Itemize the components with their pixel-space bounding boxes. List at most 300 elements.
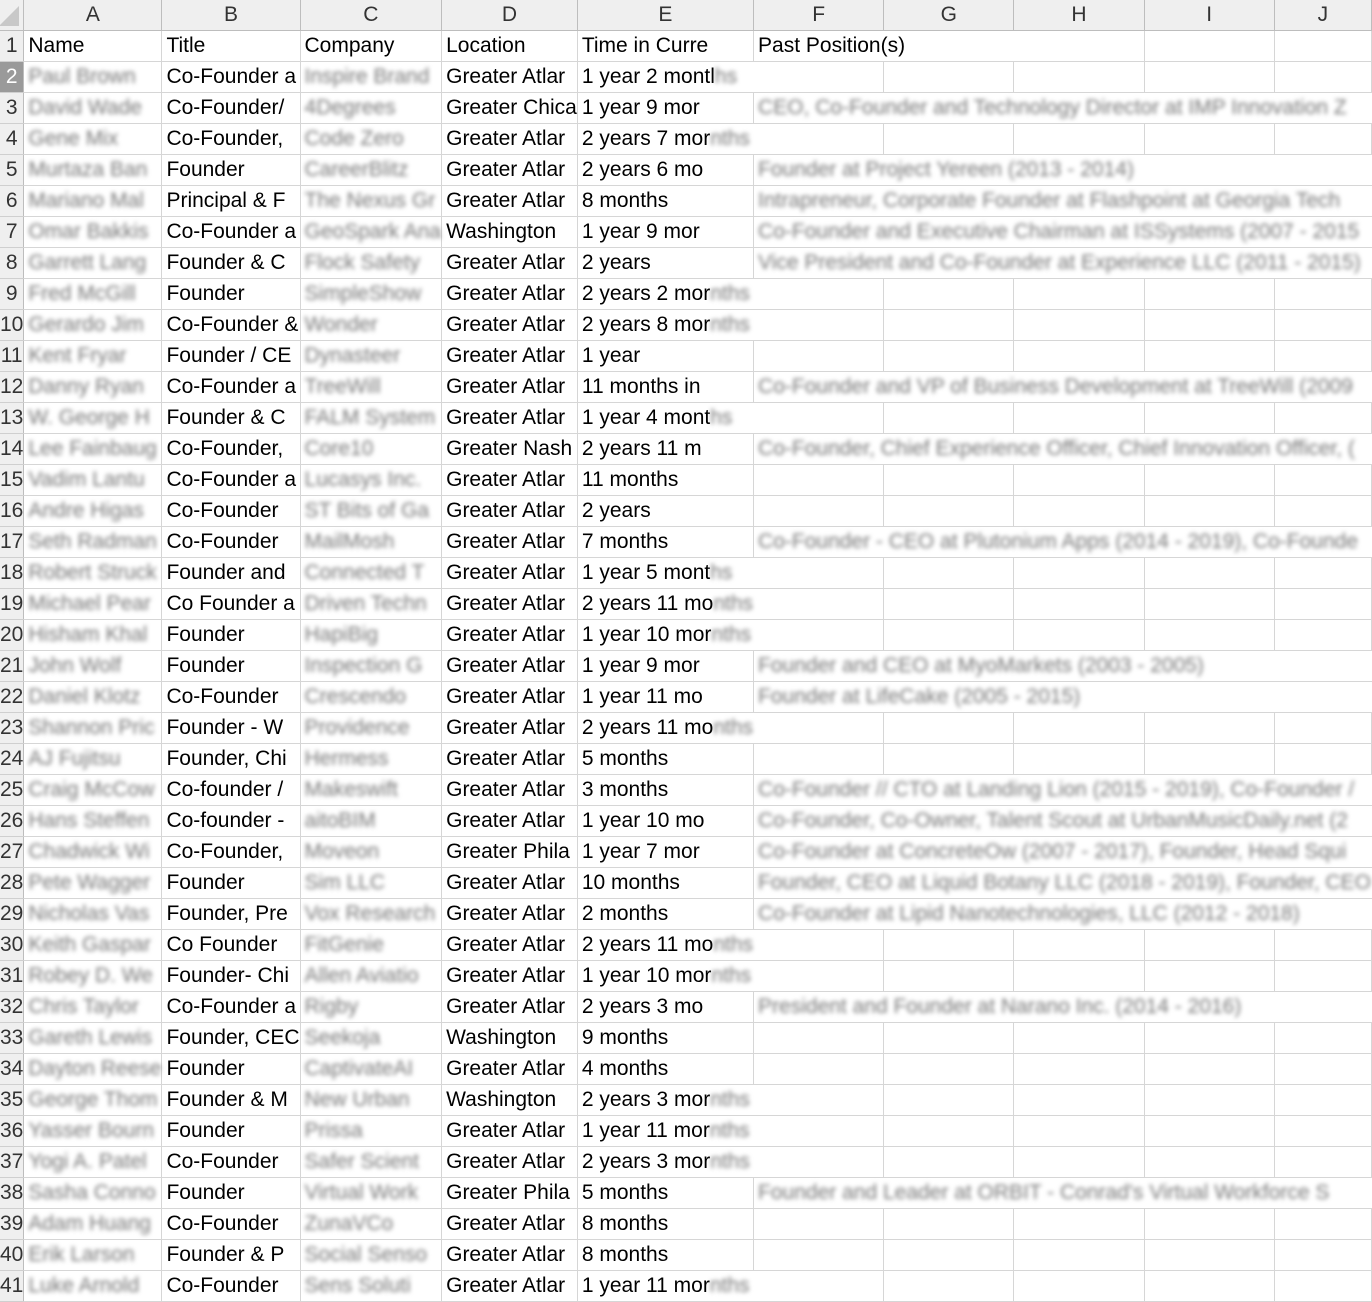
column-header-j[interactable]: J	[1274, 0, 1371, 30]
cell-time[interactable]	[577, 650, 753, 681]
cell-time[interactable]	[577, 216, 753, 247]
cell-company[interactable]	[300, 588, 442, 619]
cell-company[interactable]	[300, 805, 442, 836]
cell-empty[interactable]	[754, 309, 884, 340]
cell-past-positions[interactable]	[754, 774, 1372, 805]
cell-empty[interactable]	[1144, 960, 1274, 991]
cell-past-positions[interactable]	[754, 1177, 1372, 1208]
cell-location[interactable]: Greater Phila	[442, 836, 578, 867]
row-header[interactable]: 14	[0, 433, 24, 464]
cell-empty[interactable]	[754, 123, 884, 154]
row-header[interactable]: 7	[0, 216, 24, 247]
cell-company[interactable]	[300, 464, 442, 495]
cell-empty[interactable]	[1274, 588, 1371, 619]
row-header[interactable]: 20	[0, 619, 24, 650]
cell-empty[interactable]	[754, 1084, 884, 1115]
cell-name[interactable]	[24, 1270, 162, 1301]
row-header[interactable]: 19	[0, 588, 24, 619]
cell-time[interactable]	[577, 1208, 753, 1239]
cell-empty[interactable]	[1014, 1022, 1144, 1053]
cell-empty[interactable]	[754, 588, 884, 619]
cell-company[interactable]	[300, 495, 442, 526]
cell-past-positions[interactable]	[754, 836, 1372, 867]
cell-empty[interactable]	[1014, 123, 1144, 154]
cell-empty[interactable]	[1274, 495, 1371, 526]
cell-name[interactable]	[24, 1239, 162, 1270]
cell-past-header[interactable]: Past Position(s)	[754, 30, 1014, 61]
cell-title[interactable]: Founder & M	[162, 1084, 300, 1115]
cell-name[interactable]	[24, 278, 162, 309]
cell-past-positions[interactable]	[754, 991, 1372, 1022]
cell-time[interactable]	[577, 867, 753, 898]
cell-company[interactable]	[300, 433, 442, 464]
cell-empty[interactable]	[754, 557, 884, 588]
row-header[interactable]: 11	[0, 340, 24, 371]
cell-time[interactable]	[577, 557, 753, 588]
cell-time[interactable]	[577, 681, 753, 712]
cell-time[interactable]	[577, 371, 753, 402]
cell-time[interactable]	[577, 805, 753, 836]
cell-empty[interactable]	[884, 557, 1014, 588]
cell-name[interactable]	[24, 743, 162, 774]
cell-company[interactable]	[300, 1146, 442, 1177]
cell-name[interactable]	[24, 960, 162, 991]
cell-location[interactable]: Greater Atlar	[442, 588, 578, 619]
column-header-f[interactable]: F	[754, 0, 884, 30]
cell-empty[interactable]	[1014, 929, 1144, 960]
cell-empty[interactable]	[884, 712, 1014, 743]
cell-empty[interactable]	[884, 402, 1014, 433]
cell-name[interactable]	[24, 154, 162, 185]
cell-empty[interactable]	[754, 929, 884, 960]
cell-location[interactable]: Greater Atlar	[442, 1115, 578, 1146]
cell-company[interactable]	[300, 371, 442, 402]
cell-title[interactable]: Co-Founder	[162, 1146, 300, 1177]
cell-past-positions[interactable]	[754, 371, 1372, 402]
cell-time[interactable]	[577, 1270, 753, 1301]
cell-name[interactable]	[24, 681, 162, 712]
cell-title[interactable]: Co-founder -	[162, 805, 300, 836]
cell-location[interactable]: Greater Atlar	[442, 1239, 578, 1270]
cell-time[interactable]	[577, 712, 753, 743]
cell-empty[interactable]	[1144, 619, 1274, 650]
cell-time[interactable]	[577, 340, 753, 371]
cell-empty[interactable]	[1144, 123, 1274, 154]
cell-past-positions[interactable]	[754, 216, 1372, 247]
row-header[interactable]: 37	[0, 1146, 24, 1177]
cell-title[interactable]: Founder and	[162, 557, 300, 588]
cell-empty[interactable]	[1014, 619, 1144, 650]
cell-name[interactable]	[24, 495, 162, 526]
row-header[interactable]: 33	[0, 1022, 24, 1053]
cell-title[interactable]: Co-founder /	[162, 774, 300, 805]
row-header[interactable]: 26	[0, 805, 24, 836]
cell-company[interactable]	[300, 278, 442, 309]
cell-time[interactable]	[577, 1084, 753, 1115]
row-header[interactable]: 30	[0, 929, 24, 960]
cell-company[interactable]	[300, 154, 442, 185]
cell-company-header[interactable]: Company	[300, 30, 442, 61]
row-header[interactable]: 31	[0, 960, 24, 991]
cell-empty[interactable]	[1014, 743, 1144, 774]
cell-empty[interactable]	[1144, 712, 1274, 743]
cell-location[interactable]: Greater Atlar	[442, 495, 578, 526]
cell-name[interactable]	[24, 1146, 162, 1177]
cell-empty[interactable]	[1014, 1270, 1144, 1301]
cell-location[interactable]: Greater Atlar	[442, 278, 578, 309]
row-header[interactable]: 39	[0, 1208, 24, 1239]
cell-empty[interactable]	[754, 712, 884, 743]
row-header[interactable]: 28	[0, 867, 24, 898]
cell-title[interactable]: Co-Founder,	[162, 836, 300, 867]
cell-past-positions[interactable]	[754, 867, 1372, 898]
cell-time[interactable]	[577, 402, 753, 433]
cell-past-positions[interactable]	[754, 526, 1372, 557]
cell-title[interactable]: Founder	[162, 154, 300, 185]
cell-location[interactable]: Greater Atlar	[442, 557, 578, 588]
cell-company[interactable]	[300, 309, 442, 340]
cell-empty[interactable]	[1144, 557, 1274, 588]
row-header[interactable]: 25	[0, 774, 24, 805]
cell-empty[interactable]	[1274, 340, 1371, 371]
row-header[interactable]: 12	[0, 371, 24, 402]
cell-empty[interactable]	[1274, 929, 1371, 960]
cell-time[interactable]	[577, 92, 753, 123]
cell-location[interactable]: Greater Chica	[442, 92, 578, 123]
cell-empty[interactable]	[1144, 1115, 1274, 1146]
select-all-corner[interactable]	[0, 0, 24, 30]
cell-name[interactable]	[24, 402, 162, 433]
cell-location[interactable]: Greater Atlar	[442, 712, 578, 743]
cell-company[interactable]	[300, 247, 442, 278]
row-header[interactable]: 10	[0, 309, 24, 340]
cell-company[interactable]	[300, 929, 442, 960]
cell-empty[interactable]	[1144, 61, 1274, 92]
cell-location-header[interactable]: Location	[442, 30, 578, 61]
cell-name[interactable]	[24, 991, 162, 1022]
cell-empty[interactable]	[884, 340, 1014, 371]
cell-empty[interactable]	[754, 1022, 884, 1053]
cell-time[interactable]	[577, 1146, 753, 1177]
cell-name[interactable]	[24, 1208, 162, 1239]
row-header[interactable]: 23	[0, 712, 24, 743]
cell-empty[interactable]	[754, 1146, 884, 1177]
cell-location[interactable]: Greater Atlar	[442, 619, 578, 650]
cell-empty[interactable]	[1144, 1146, 1274, 1177]
cell-time[interactable]	[577, 154, 753, 185]
cell-location[interactable]: Washington	[442, 1084, 578, 1115]
cell-title[interactable]: Co-Founder a	[162, 61, 300, 92]
cell-location[interactable]: Greater Atlar	[442, 1146, 578, 1177]
cell-empty[interactable]	[754, 960, 884, 991]
cell-title[interactable]: Co Founder a	[162, 588, 300, 619]
cell-empty[interactable]	[1274, 619, 1371, 650]
cell-empty[interactable]	[754, 402, 884, 433]
cell-empty[interactable]	[1274, 1270, 1371, 1301]
cell-title[interactable]: Founder	[162, 867, 300, 898]
row-header[interactable]: 27	[0, 836, 24, 867]
row-header[interactable]: 2	[0, 61, 24, 92]
row-header[interactable]: 13	[0, 402, 24, 433]
cell-empty[interactable]	[1144, 1239, 1274, 1270]
cell-location[interactable]: Greater Atlar	[442, 1270, 578, 1301]
cell-name[interactable]	[24, 433, 162, 464]
cell-name[interactable]	[24, 185, 162, 216]
cell-empty[interactable]	[1014, 588, 1144, 619]
cell-time[interactable]	[577, 1022, 753, 1053]
cell-name[interactable]	[24, 1053, 162, 1084]
cell-empty[interactable]	[884, 1022, 1014, 1053]
cell-empty[interactable]	[1274, 61, 1371, 92]
cell-company[interactable]	[300, 1053, 442, 1084]
cell-empty[interactable]	[1014, 557, 1144, 588]
cell-title[interactable]: Co-Founder a	[162, 216, 300, 247]
cell-empty[interactable]	[1274, 743, 1371, 774]
cell-time[interactable]	[577, 743, 753, 774]
cell-company[interactable]	[300, 340, 442, 371]
cell-past-positions[interactable]	[754, 650, 1372, 681]
cell-location[interactable]: Greater Atlar	[442, 805, 578, 836]
cell-empty[interactable]	[1144, 402, 1274, 433]
cell-empty[interactable]	[1014, 30, 1144, 61]
cell-location[interactable]: Greater Atlar	[442, 61, 578, 92]
cell-name[interactable]	[24, 309, 162, 340]
cell-location[interactable]: Greater Atlar	[442, 464, 578, 495]
cell-title[interactable]: Founder	[162, 1115, 300, 1146]
cell-time[interactable]	[577, 774, 753, 805]
row-header[interactable]: 8	[0, 247, 24, 278]
cell-empty[interactable]	[754, 61, 884, 92]
cell-title[interactable]: Founder	[162, 1053, 300, 1084]
cell-time[interactable]	[577, 526, 753, 557]
cell-name[interactable]	[24, 619, 162, 650]
row-header[interactable]: 24	[0, 743, 24, 774]
cell-time[interactable]	[577, 247, 753, 278]
cell-location[interactable]: Greater Phila	[442, 1177, 578, 1208]
cell-title[interactable]: Co-Founder a	[162, 991, 300, 1022]
cell-empty[interactable]	[754, 278, 884, 309]
cell-empty[interactable]	[1144, 1270, 1274, 1301]
cell-title[interactable]: Co-Founder,	[162, 123, 300, 154]
cell-title[interactable]: Co-Founder	[162, 526, 300, 557]
column-header-e[interactable]: E	[577, 0, 753, 30]
cell-time[interactable]	[577, 61, 753, 92]
cell-empty[interactable]	[1274, 309, 1371, 340]
cell-company[interactable]	[300, 526, 442, 557]
cell-empty[interactable]	[1014, 1208, 1144, 1239]
cell-time[interactable]	[577, 619, 753, 650]
cell-title[interactable]: Founder, CEC	[162, 1022, 300, 1053]
cell-company[interactable]	[300, 619, 442, 650]
cell-location[interactable]: Greater Atlar	[442, 681, 578, 712]
cell-name[interactable]	[24, 464, 162, 495]
cell-empty[interactable]	[884, 1115, 1014, 1146]
cell-location[interactable]: Greater Atlar	[442, 650, 578, 681]
cell-time[interactable]	[577, 991, 753, 1022]
cell-location[interactable]: Greater Atlar	[442, 867, 578, 898]
cell-location[interactable]: Greater Atlar	[442, 929, 578, 960]
cell-past-positions[interactable]	[754, 92, 1372, 123]
cell-empty[interactable]	[1014, 1084, 1144, 1115]
cell-name[interactable]	[24, 867, 162, 898]
column-header-h[interactable]: H	[1014, 0, 1144, 30]
cell-empty[interactable]	[884, 123, 1014, 154]
row-header[interactable]: 17	[0, 526, 24, 557]
row-header[interactable]: 35	[0, 1084, 24, 1115]
cell-name[interactable]	[24, 836, 162, 867]
cell-company[interactable]	[300, 898, 442, 929]
cell-empty[interactable]	[884, 1208, 1014, 1239]
cell-title[interactable]: Founder - W	[162, 712, 300, 743]
cell-title[interactable]: Co-Founder	[162, 1208, 300, 1239]
cell-empty[interactable]	[754, 495, 884, 526]
cell-time[interactable]	[577, 123, 753, 154]
cell-company[interactable]	[300, 185, 442, 216]
cell-company[interactable]	[300, 681, 442, 712]
cell-time[interactable]	[577, 464, 753, 495]
cell-location[interactable]: Greater Atlar	[442, 960, 578, 991]
cell-title[interactable]: Founder	[162, 1177, 300, 1208]
cell-company[interactable]	[300, 650, 442, 681]
cell-name[interactable]	[24, 61, 162, 92]
cell-company[interactable]	[300, 92, 442, 123]
cell-time[interactable]	[577, 1239, 753, 1270]
cell-company[interactable]	[300, 557, 442, 588]
cell-empty[interactable]	[884, 1084, 1014, 1115]
cell-empty[interactable]	[1274, 123, 1371, 154]
cell-empty[interactable]	[1144, 1084, 1274, 1115]
cell-time[interactable]	[577, 1115, 753, 1146]
cell-empty[interactable]	[884, 495, 1014, 526]
cell-empty[interactable]	[1014, 1239, 1144, 1270]
cell-title[interactable]: Founder	[162, 278, 300, 309]
cell-empty[interactable]	[1274, 1022, 1371, 1053]
cell-empty[interactable]	[1144, 1022, 1274, 1053]
cell-title[interactable]: Founder, Chi	[162, 743, 300, 774]
cell-title[interactable]: Co-Founder/	[162, 92, 300, 123]
cell-empty[interactable]	[884, 960, 1014, 991]
column-header-d[interactable]: D	[442, 0, 578, 30]
cell-time[interactable]	[577, 960, 753, 991]
cell-empty[interactable]	[1274, 30, 1371, 61]
cell-location[interactable]: Greater Atlar	[442, 898, 578, 929]
cell-past-positions[interactable]	[754, 185, 1372, 216]
cell-title[interactable]: Co-Founder a	[162, 371, 300, 402]
cell-empty[interactable]	[1014, 495, 1144, 526]
cell-name[interactable]	[24, 1115, 162, 1146]
row-header[interactable]: 6	[0, 185, 24, 216]
cell-name[interactable]	[24, 340, 162, 371]
row-header[interactable]: 29	[0, 898, 24, 929]
cell-empty[interactable]	[1144, 1053, 1274, 1084]
cell-empty[interactable]	[1274, 464, 1371, 495]
cell-location[interactable]: Greater Atlar	[442, 185, 578, 216]
cell-empty[interactable]	[1274, 960, 1371, 991]
cell-empty[interactable]	[1144, 495, 1274, 526]
cell-company[interactable]	[300, 1115, 442, 1146]
cell-empty[interactable]	[1014, 402, 1144, 433]
cell-empty[interactable]	[1144, 929, 1274, 960]
cell-empty[interactable]	[884, 929, 1014, 960]
cell-company[interactable]	[300, 743, 442, 774]
cell-name[interactable]	[24, 557, 162, 588]
cell-name[interactable]	[24, 1022, 162, 1053]
cell-title[interactable]: Co Founder	[162, 929, 300, 960]
cell-empty[interactable]	[1014, 1146, 1144, 1177]
cell-empty[interactable]	[1144, 743, 1274, 774]
row-header[interactable]: 34	[0, 1053, 24, 1084]
cell-company[interactable]	[300, 1177, 442, 1208]
cell-empty[interactable]	[1274, 1115, 1371, 1146]
cell-time[interactable]	[577, 929, 753, 960]
row-header[interactable]: 38	[0, 1177, 24, 1208]
row-header[interactable]: 32	[0, 991, 24, 1022]
cell-empty[interactable]	[884, 1053, 1014, 1084]
cell-company[interactable]	[300, 774, 442, 805]
cell-empty[interactable]	[1144, 588, 1274, 619]
cell-company[interactable]	[300, 1208, 442, 1239]
cell-title[interactable]: Founder, Pre	[162, 898, 300, 929]
cell-location[interactable]: Greater Atlar	[442, 371, 578, 402]
cell-empty[interactable]	[884, 619, 1014, 650]
row-header[interactable]: 18	[0, 557, 24, 588]
cell-location[interactable]: Greater Atlar	[442, 774, 578, 805]
cell-time-header[interactable]: Time in Curre	[577, 30, 753, 61]
cell-time[interactable]	[577, 185, 753, 216]
row-header[interactable]: 21	[0, 650, 24, 681]
cell-name[interactable]	[24, 1084, 162, 1115]
cell-company[interactable]	[300, 123, 442, 154]
row-header[interactable]: 3	[0, 92, 24, 123]
cell-empty[interactable]	[754, 743, 884, 774]
cell-title[interactable]: Founder- Chi	[162, 960, 300, 991]
cell-title[interactable]: Founder & P	[162, 1239, 300, 1270]
cell-location[interactable]: Greater Atlar	[442, 247, 578, 278]
cell-company[interactable]	[300, 712, 442, 743]
cell-name[interactable]	[24, 526, 162, 557]
cell-past-positions[interactable]	[754, 898, 1372, 929]
cell-title[interactable]: Co-Founder	[162, 681, 300, 712]
cell-empty[interactable]	[884, 309, 1014, 340]
cell-empty[interactable]	[1014, 61, 1144, 92]
cell-empty[interactable]	[1014, 1115, 1144, 1146]
cell-time[interactable]	[577, 1177, 753, 1208]
row-header[interactable]: 9	[0, 278, 24, 309]
cell-empty[interactable]	[1144, 30, 1274, 61]
cell-company[interactable]	[300, 867, 442, 898]
cell-time[interactable]	[577, 588, 753, 619]
cell-name[interactable]	[24, 898, 162, 929]
cell-time[interactable]	[577, 836, 753, 867]
cell-company[interactable]	[300, 1239, 442, 1270]
cell-empty[interactable]	[754, 1053, 884, 1084]
row-header[interactable]: 41	[0, 1270, 24, 1301]
cell-empty[interactable]	[1014, 309, 1144, 340]
cell-company[interactable]	[300, 1270, 442, 1301]
cell-location[interactable]: Greater Atlar	[442, 402, 578, 433]
cell-empty[interactable]	[1014, 278, 1144, 309]
cell-name[interactable]	[24, 712, 162, 743]
cell-title[interactable]: Principal & F	[162, 185, 300, 216]
row-header[interactable]: 4	[0, 123, 24, 154]
column-header-b[interactable]: B	[162, 0, 300, 30]
cell-empty[interactable]	[884, 1146, 1014, 1177]
cell-empty[interactable]	[1144, 278, 1274, 309]
cell-company[interactable]	[300, 960, 442, 991]
cell-past-positions[interactable]	[754, 433, 1372, 464]
row-header[interactable]: 5	[0, 154, 24, 185]
cell-empty[interactable]	[754, 1115, 884, 1146]
